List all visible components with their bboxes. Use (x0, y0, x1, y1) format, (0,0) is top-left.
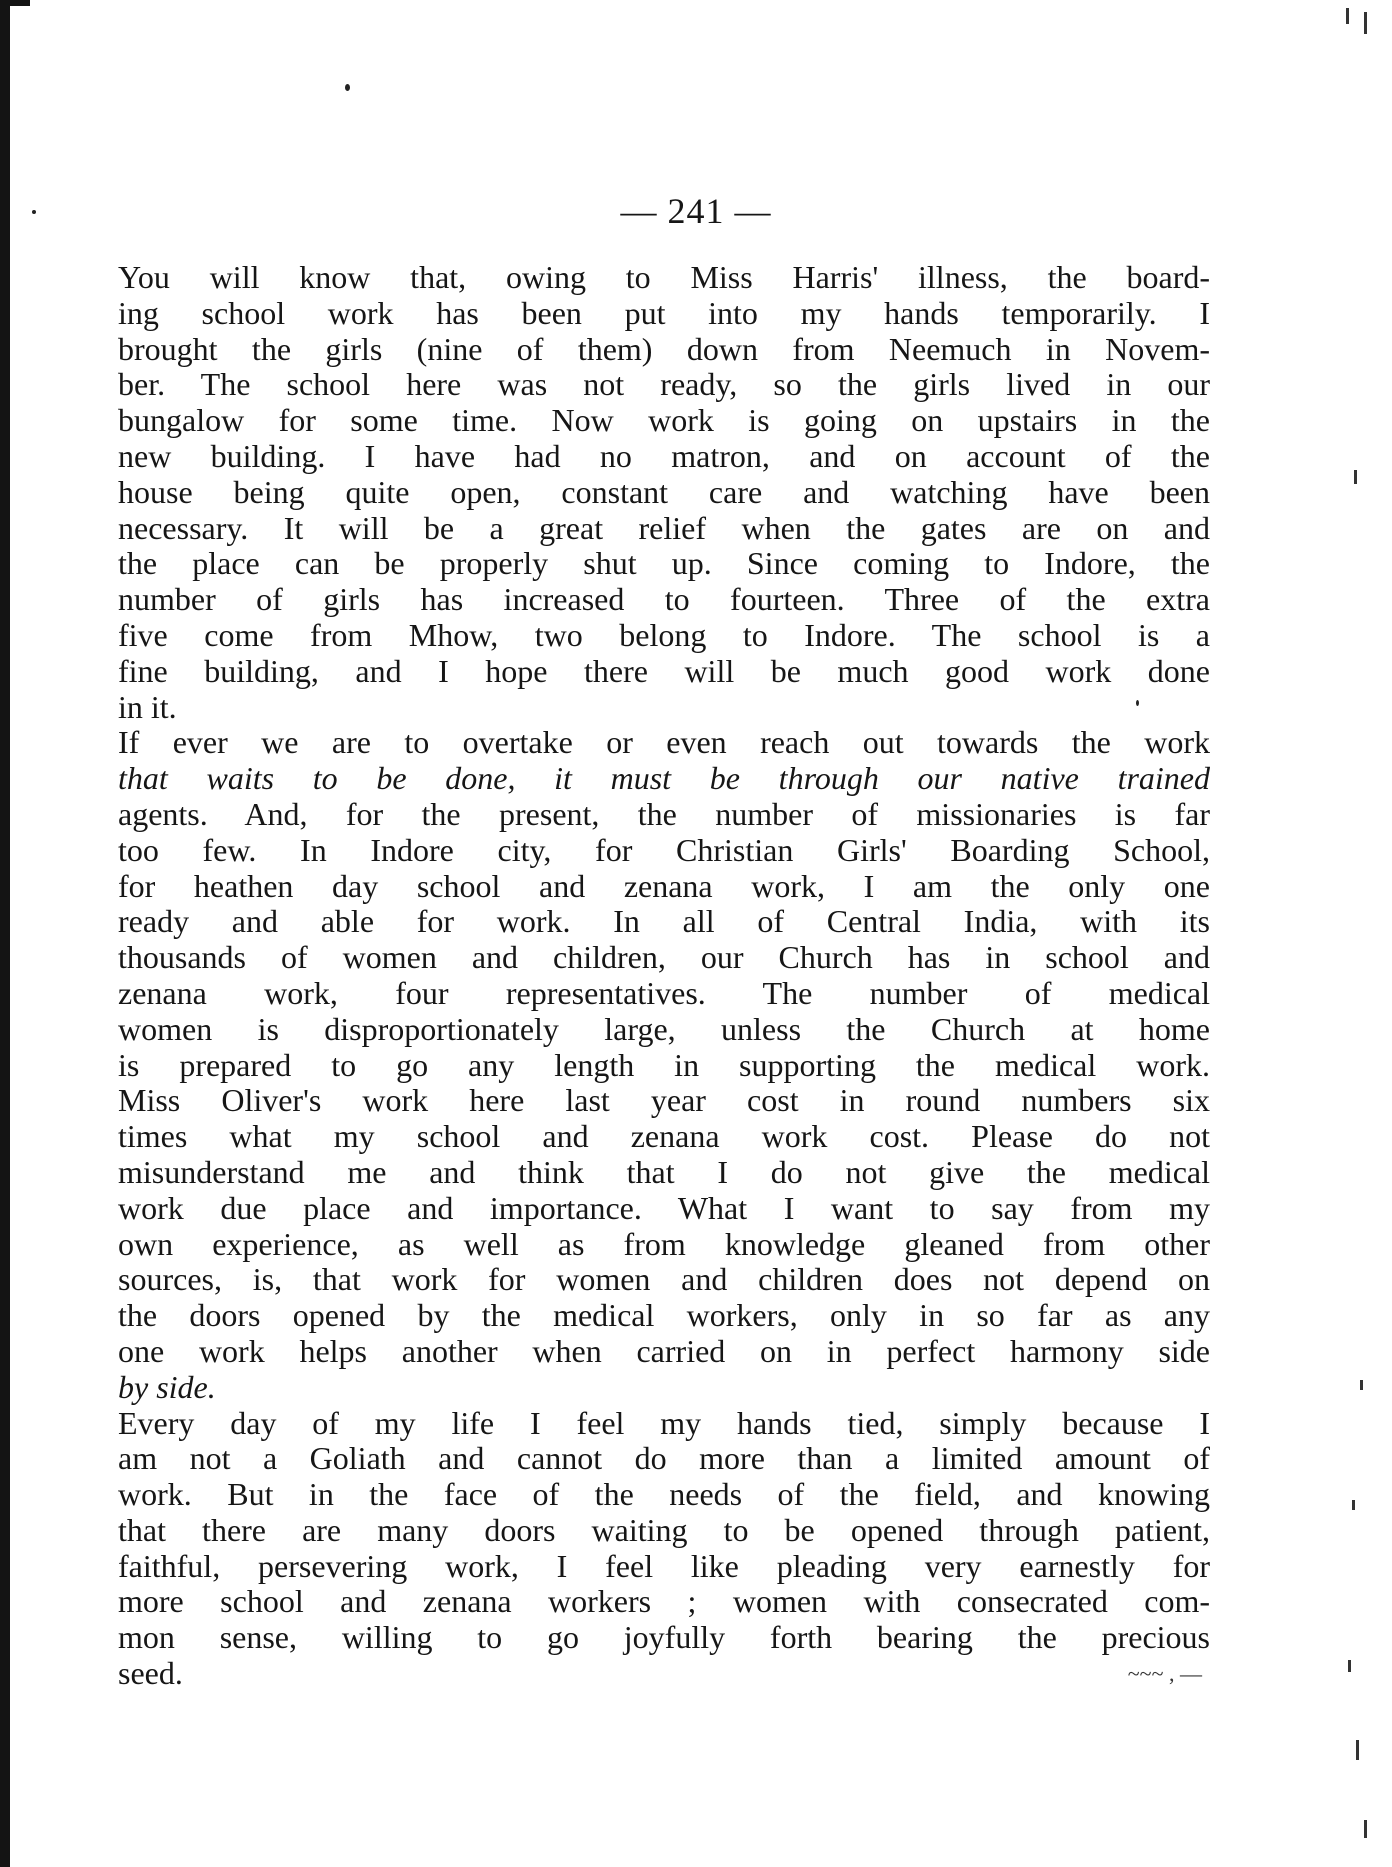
text-line: brought the girls (nine of them) down from Neemuch in Novem- (118, 331, 1210, 367)
final-line-row (118, 1656, 1210, 1692)
text-line: more school and zenana workers ; women with consecrated com- (118, 1584, 1210, 1620)
text-line: If ever we are to overtake or even reach out towards the work (118, 725, 1210, 761)
text-line: work due place and importance. What I want to say from my (118, 1190, 1210, 1226)
text-line: am not a Goliath and cannot do more than a limited amount of (118, 1441, 1210, 1477)
text-line: women is disproportionately large, unless the Church at home (118, 1011, 1210, 1047)
text-line: the doors opened by the medical workers, only in so far as any (118, 1298, 1210, 1334)
page-corner-mark (0, 0, 30, 6)
text-line: too few. In Indore city, for Christian Girls' Boarding School, (118, 832, 1210, 868)
text-line: necessary. It will be a great relief when the gates are on and (118, 510, 1210, 546)
paragraph-2 (118, 725, 1210, 1405)
text-line: is prepared to go any length in supporting the medical work. (118, 1047, 1210, 1083)
text-line: number of girls has increased to fourteen. Three of the extra (118, 582, 1210, 618)
scan-edge-specks (1340, 0, 1380, 1867)
text-line: that waits to be done, it must be through our native trained (118, 761, 1210, 797)
text-line: fine building, and I hope there will be much good work done (118, 653, 1210, 689)
text-line: ready and able for work. In all of Central India, with its (118, 904, 1210, 940)
paragraph-3 (118, 1406, 1210, 1692)
text-line: sources, is, that work for women and children does not depend on (118, 1262, 1210, 1298)
text-line: for heathen day school and zenana work, I am the only one (118, 868, 1210, 904)
text-line: one work helps another when carried on in perfect harmony side (118, 1333, 1210, 1369)
text-line: ing school work has been put into my hands temporarily. I (118, 295, 1210, 331)
text-line: five come from Mhow, two belong to Indore. The school is a (118, 617, 1210, 653)
body-text (118, 260, 1210, 1692)
text-line: zenana work, four representatives. The number of medical (118, 975, 1210, 1011)
text-line: times what my school and zenana work cost. Please do not (118, 1119, 1210, 1155)
text-line: agents. And, for the present, the number of missionaries is far (118, 796, 1210, 832)
text-line: Every day of my life I feel my hands tied, simply because I (118, 1405, 1210, 1441)
text-line: Miss Oliver's work here last year cost in round numbers six (118, 1083, 1210, 1119)
text-line: that there are many doors waiting to be opened through patient, (118, 1512, 1210, 1548)
text-line: mon sense, willing to go joyfully forth bearing the precious (118, 1620, 1210, 1656)
text-line: ber. The school here was not ready, so the girls lived in our (118, 367, 1210, 403)
text-line: misunderstand me and think that I do not give the medical (118, 1154, 1210, 1190)
text-line: You will know that, owing to Miss Harris' illness, the board- (118, 260, 1210, 295)
scan-speck (345, 84, 350, 91)
text-line: by side. (118, 1369, 216, 1405)
text-line: bungalow for some time. Now work is going on upstairs in the (118, 403, 1210, 439)
page-left-border (0, 0, 10, 1867)
signature-mark: ~~~ , — (1127, 1661, 1202, 1687)
text-line: own experience, as well as from knowledge gleaned from other (118, 1226, 1210, 1262)
text-line: in it. (118, 689, 177, 725)
text-line: faithful, persevering work, I feel like pleading very earnestly for (118, 1548, 1210, 1584)
text-line: house being quite open, constant care and watching have been (118, 474, 1210, 510)
text-line: work. But in the face of the needs of the field, and knowing (118, 1477, 1210, 1513)
text-line: seed. (118, 1655, 183, 1692)
paragraph-1 (118, 260, 1210, 725)
text-line: new building. I have had no matron, and on account of the (118, 438, 1210, 474)
page-number: — 241 — (620, 191, 772, 231)
text-line: thousands of women and children, our Church has in school and (118, 940, 1210, 976)
text-line: the place can be properly shut up. Since coming to Indore, the (118, 546, 1210, 582)
